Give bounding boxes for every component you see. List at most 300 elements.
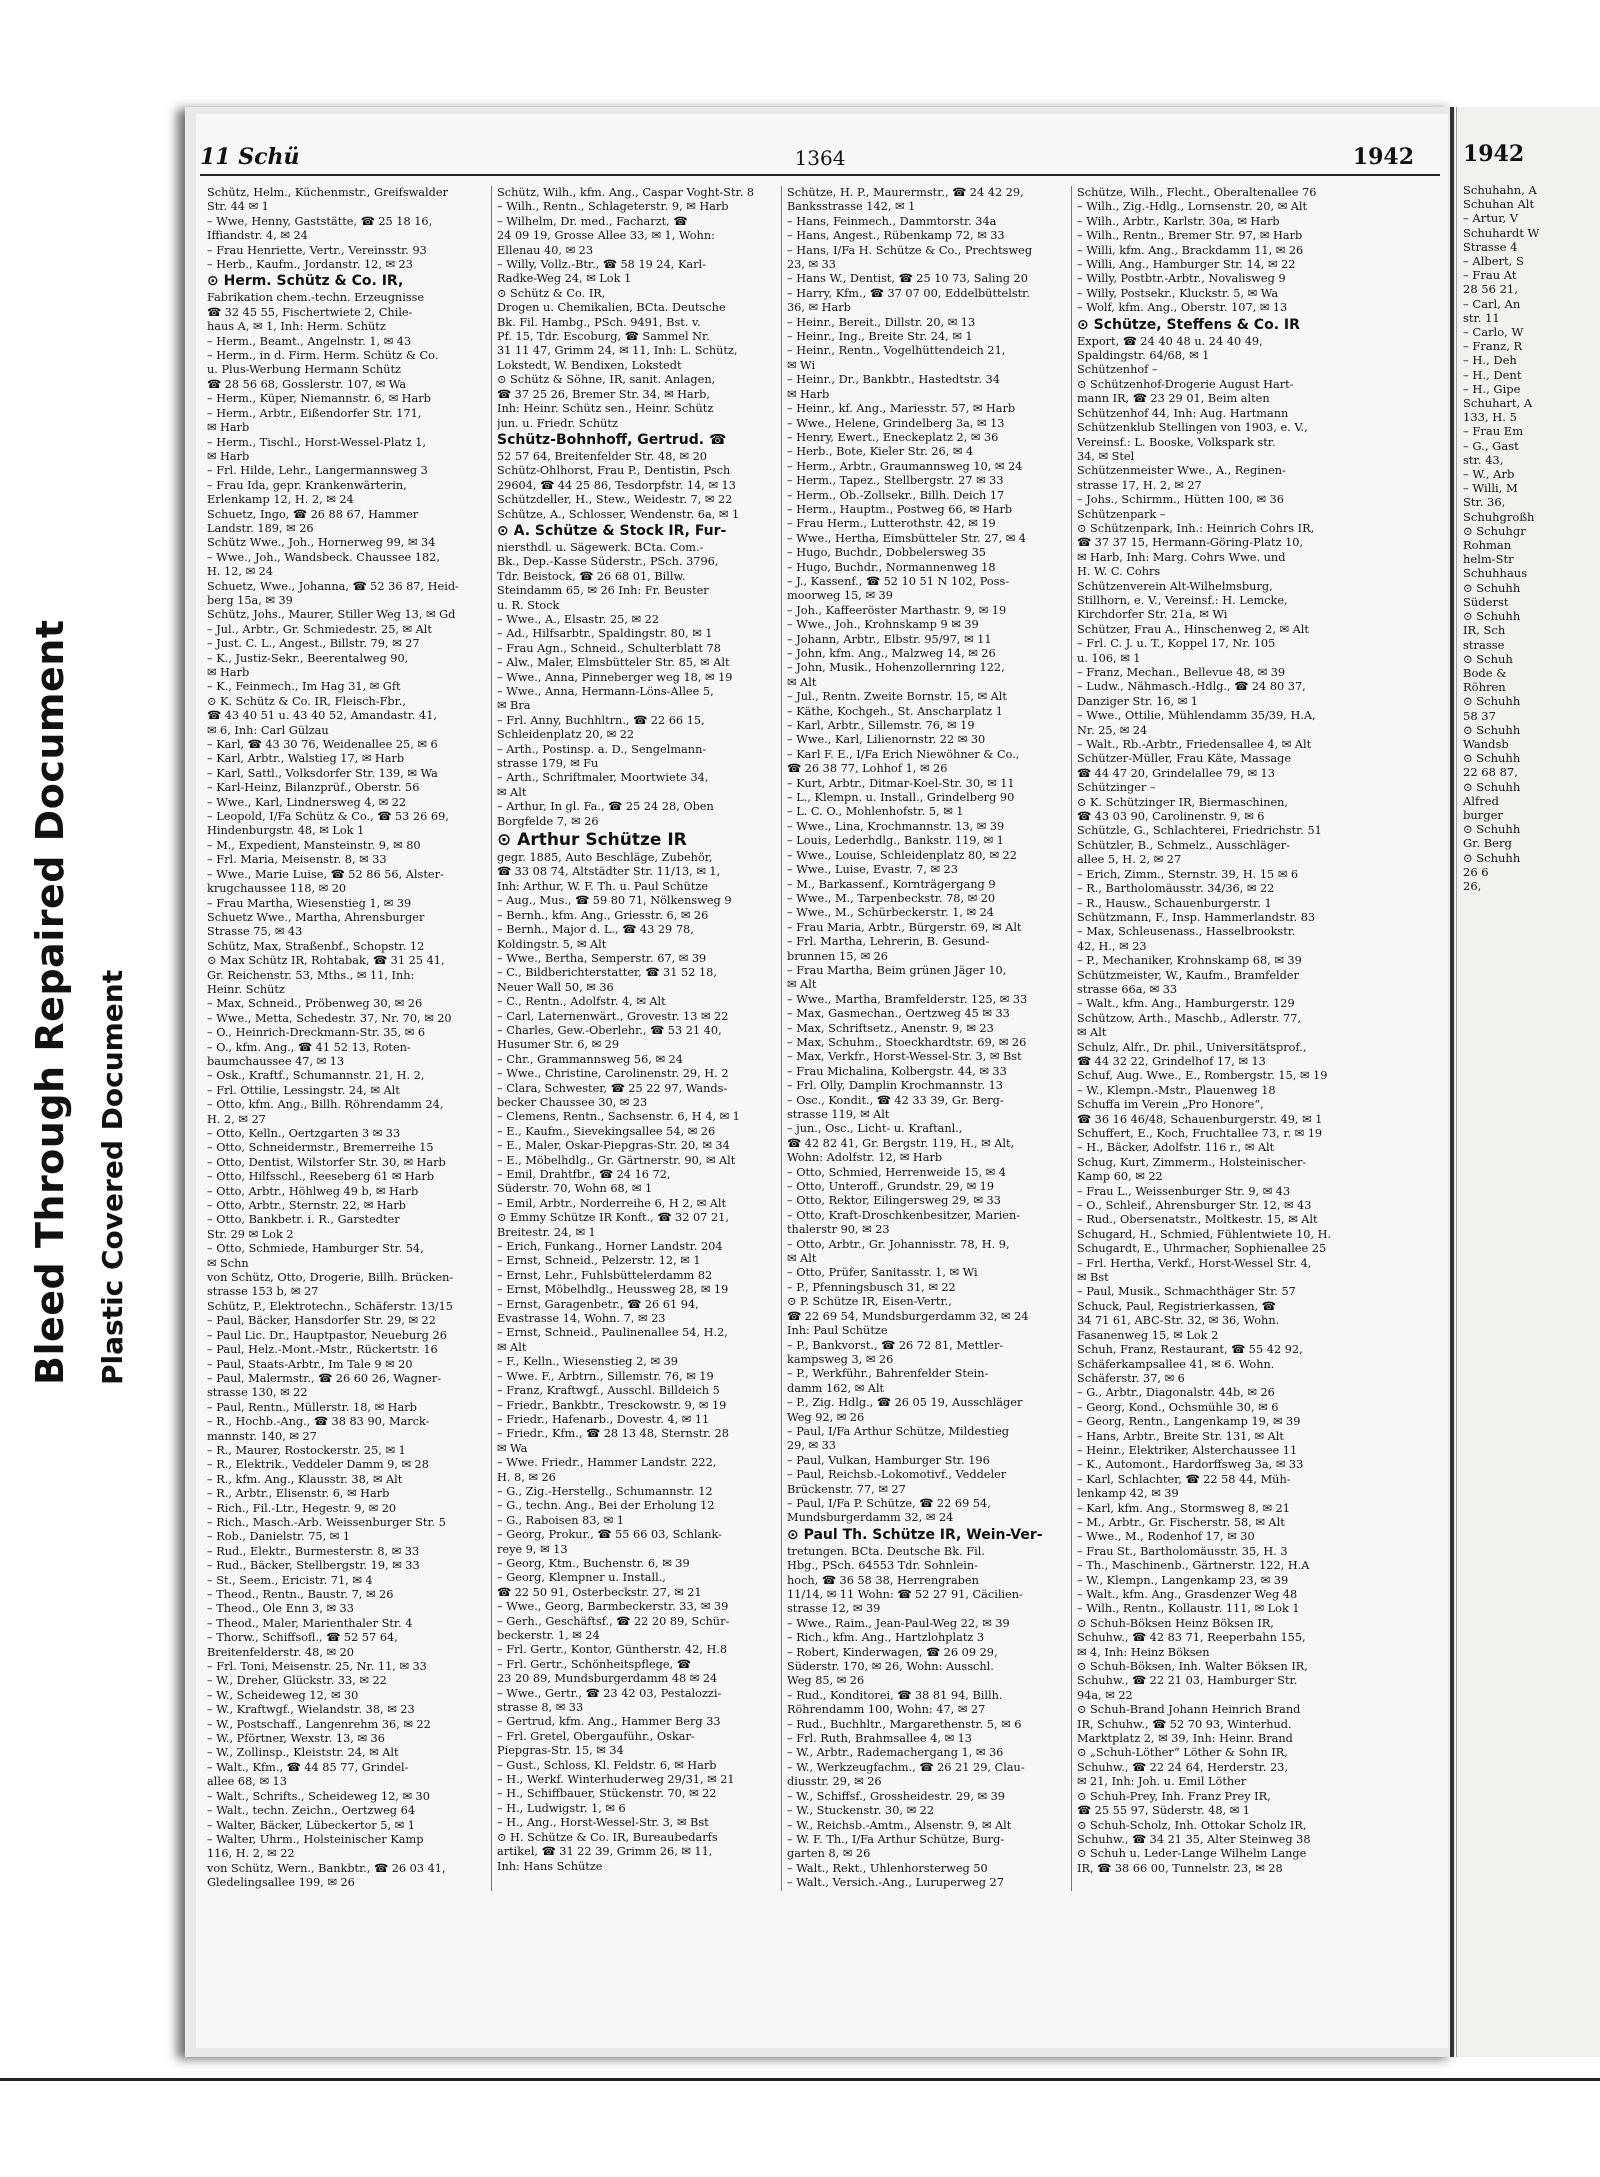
directory-entry-line: – Frl. Gretel, Obergauführ., Oskar-	[497, 1729, 695, 1743]
directory-entry-line: ⊙ A. Schütze & Stock IR, Fur-	[497, 522, 727, 539]
directory-entry-line: – Clemens, Rentn., Sachsenstr. 6, H 4, ✉ 1	[497, 1110, 740, 1124]
directory-entry-line: Schuhw., ☎ 42 83 71, Reeperbahn 155,	[1077, 1631, 1306, 1645]
directory-entry-line: – W., Klempn., Langenkamp 23, ✉ 39	[1077, 1573, 1289, 1587]
directory-entry-line: Neuer Wall 50, ✉ 36	[497, 980, 614, 994]
directory-entry-line: ⊙ Schuh-Prey, Inh. Franz Prey IR,	[1077, 1789, 1271, 1803]
directory-entry-line: mann IR, ☎ 23 29 01, Beim alten	[1077, 392, 1270, 406]
directory-entry-line: – Paul, I/Fa Arthur Schütze, Mildestieg	[787, 1424, 1009, 1438]
directory-entry-line: – Wwe., Hertha, Eimsbütteler Str. 27, ✉ 4	[787, 531, 1026, 545]
directory-entry-line: – R., Arbtr., Elisenstr. 6, ✉ Harb	[207, 1487, 390, 1501]
directory-entry-line: Stillhorn, e. V., Vereinsf.: H. Lemcke,	[1077, 593, 1288, 607]
directory-entry-line: – Max, Gasmechan., Oertzweg 45 ✉ 33	[787, 1007, 1010, 1021]
directory-entry-line: 29604, ☎ 44 25 86, Tesdorpfstr. 14, ✉ 13	[497, 478, 736, 492]
next-page-entry-line: – Artur, V	[1463, 211, 1519, 226]
directory-entry-line: – Wwe., Anna, Pinneberger weg 18, ✉ 19	[497, 670, 733, 684]
directory-entry-line: – Wilh., Arbtr., Karlstr. 30a, ✉ Harb	[1077, 214, 1280, 228]
directory-entry-line: – Wwe., Martha, Bramfelderstr. 125, ✉ 33	[787, 992, 1028, 1006]
overlay-labels	[0, 380, 180, 1480]
directory-entry-line: 42, H., ✉ 23	[1077, 939, 1147, 953]
directory-entry-line: Inh: Hans Schütze	[497, 1859, 603, 1873]
directory-entry-line: von Schütz, Otto, Drogerie, Billh. Brücken-	[207, 1271, 454, 1285]
directory-entry-line: – Theod., Maler, Marienthaler Str. 4	[207, 1616, 413, 1630]
directory-entry-line: ✉ Bra	[497, 699, 531, 713]
directory-entry-line: Str. 29 ✉ Lok 2	[207, 1227, 294, 1241]
directory-entry-line: – Frau Martha, Beim grünen Jäger 10,	[787, 963, 1007, 977]
directory-entry-line: 116, H. 2, ✉ 22	[207, 1847, 295, 1861]
directory-entry-line: – Herm., Küper, Niemannstr. 6, ✉ Harb	[207, 392, 431, 406]
directory-entry-line: Husumer Str. 6, ✉ 29	[497, 1038, 620, 1052]
directory-entry-line: ☎ 42 82 41, Gr. Bergstr. 119, H., ✉ Alt,	[787, 1136, 1015, 1150]
directory-entry-line: – Otto, Arbtr., Gr. Johannisstr. 78, H. 9,	[787, 1237, 1010, 1251]
directory-entry-line: – Wwe., Joh., Krohnskamp 9 ✉ 39	[787, 618, 979, 632]
directory-entry-line: – Ernst, Schneid., Pelzerstr. 12, ✉ 1	[497, 1254, 701, 1268]
directory-entry-line: – Frau Michalina, Kolbergstr. 44, ✉ 33	[787, 1064, 1007, 1078]
directory-entry-line: – Georg, Rentn., Langenkamp 19, ✉ 39	[1077, 1415, 1301, 1429]
directory-entry-line: Schleidenplatz 20, ✉ 22	[497, 728, 635, 742]
directory-entry-line: – Just. C. L., Angest., Billstr. 79, ✉ 27	[207, 637, 420, 651]
directory-entry-line: – Friedr., Kfm., ☎ 28 13 48, Sternstr. 28	[497, 1427, 729, 1441]
directory-entry-line: ☎ 36 16 46/48, Schauenburgerstr. 49, ✉ 1	[1077, 1112, 1323, 1126]
next-page-entry-line: – Willi, M	[1463, 481, 1518, 496]
directory-entry-line: ✉ Alt	[787, 675, 817, 689]
running-head: 11 Schü	[200, 144, 300, 170]
directory-entry-line: Schuhw., ☎ 22 21 03, Hamburger Str.	[1077, 1674, 1298, 1688]
directory-entry-line: ☎ 22 69 54, Mundsburgerdamm 32, ✉ 24	[787, 1309, 1029, 1323]
next-page-entry-line: 133, H. 5	[1463, 410, 1517, 425]
directory-entry-line: – Theod., Rentn., Baustr. 7, ✉ 26	[207, 1588, 394, 1601]
directory-entry-line: – Wwe., Metta, Schedestr. 37, Nr. 70, ✉ 20	[207, 1011, 452, 1025]
directory-entry-line: – Heinr., Dr., Bankbtr., Hastedtstr. 34	[787, 373, 1000, 387]
directory-entry-line: – Walt., kfm. Ang., Hamburgerstr. 129	[1077, 997, 1295, 1011]
directory-entry-line: – Leopold, I/Fa Schütz & Co., ☎ 53 26 69,	[207, 810, 449, 824]
directory-entry-line: ✉ Harb	[207, 421, 250, 435]
next-page-entry-line: ⊙ Schuhgr	[1463, 523, 1526, 538]
directory-entry-line: Bk. Fil. Hambg., PSch. 9491, Bst. v.	[497, 315, 701, 329]
directory-entry-line: ✉ Harb	[207, 666, 250, 679]
directory-entry-line: – P., Bankvorst., ☎ 26 72 81, Mettler-	[787, 1338, 1004, 1352]
directory-entry-line: – Rud., Obersenatstr., Moltkestr. 15, ✉ Alt	[1077, 1213, 1318, 1227]
directory-entry-line: – Wwe., Anna, Hermann-Löns-Allee 5,	[497, 685, 714, 698]
directory-entry-line: hoch, ☎ 36 58 38, Herrengraben	[787, 1573, 979, 1587]
directory-entry-line: – Carl, Laternenwärt., Grovestr. 13 ✉ 22	[497, 1009, 729, 1023]
directory-entry-line: strasse 8, ✉ 33	[497, 1701, 584, 1715]
directory-entry-line: ⊙ Paul Th. Schütze IR, Wein-Ver-	[787, 1526, 1043, 1543]
directory-entry-line: u. 106, ✉ 1	[1077, 651, 1141, 665]
directory-entry-line: – Ad., Hilfsarbtr., Spaldingstr. 80, ✉ 1	[497, 627, 713, 641]
directory-entry-line: ⊙ Schütze, Steffens & Co. IR	[1077, 316, 1300, 333]
directory-entry-line: ☎ 37 25 26, Bremer Str. 34, ✉ Harb,	[497, 387, 710, 401]
directory-entry-line: – Bernh., Major d. L., ☎ 43 29 78,	[497, 923, 694, 937]
directory-entry-line: ☎ 25 55 97, Süderstr. 48, ✉ 1	[1077, 1804, 1250, 1818]
directory-entry-line: reye 9, ✉ 13	[497, 1542, 568, 1556]
directory-entry-line: ✉ Harb	[207, 449, 250, 463]
directory-entry-line: – F., Kelln., Wiesenstieg 2, ✉ 39	[497, 1355, 678, 1369]
directory-entry-line: Lokstedt, W. Bendixen, Lokstedt	[497, 358, 682, 372]
directory-entry-line: – W., Arbtr., Rademachergang 1, ✉ 36	[787, 1746, 1004, 1760]
directory-entry-line: ☎ 22 50 91, Osterbeckstr. 27, ✉ 21	[497, 1585, 702, 1599]
directory-entry-line: – Wwe., A., Elsastr. 25, ✉ 22	[497, 612, 659, 626]
directory-entry-line: – Osc., Kondit., ☎ 42 33 39, Gr. Berg-	[787, 1093, 1004, 1107]
directory-entry-line: Hbg., PSch. 64553 Tdr. Sohnlein-	[787, 1559, 978, 1573]
directory-entry-line: – Willi, kfm. Ang., Brackdamm 11, ✉ 26	[1077, 243, 1304, 257]
directory-entry-line: – Max, Schneid., Pröbenweg 30, ✉ 26	[207, 997, 423, 1011]
directory-entry-line: IR, ☎ 38 66 00, Tunnelstr. 23, ✉ 28	[1077, 1861, 1283, 1875]
directory-entry-line: – Franz, Mechan., Bellevue 48, ✉ 39	[1077, 666, 1286, 679]
directory-entry-line: Export, ☎ 24 40 48 u. 24 40 49,	[1077, 334, 1263, 348]
directory-entry-line: Erlenkamp 12, H. 2, ✉ 24	[207, 493, 354, 507]
next-page-entry-line: Schuhahn, A	[1463, 183, 1537, 197]
next-page-entry-line: 22 68 87,	[1463, 765, 1518, 780]
directory-entry-line: 23 20 89, Mundsburgerdamm 48 ✉ 24	[497, 1672, 718, 1686]
page-header	[200, 144, 1440, 176]
directory-entry-line: Schütz, Max, Straßenbf., Schopstr. 12	[207, 939, 425, 953]
directory-entry-line: Strasse 75, ✉ 43	[207, 925, 303, 939]
directory-entry-line: – Paul, Malermstr., ☎ 26 60 26, Wagner-	[207, 1371, 442, 1385]
column-1	[202, 186, 492, 1891]
directory-entry-line: – Herm., Tischl., Horst-Wessel-Platz 1,	[207, 435, 427, 449]
directory-entry-line: haus A, ✉ 1, Inh: Herm. Schütz	[207, 320, 386, 334]
next-page-entry-line: str. 43,	[1463, 452, 1504, 467]
directory-entry-line: – Aug., Mus., ☎ 59 80 71, Nölkensweg 9	[497, 894, 732, 908]
directory-entry-line: – St., Seem., Ericistr. 71, ✉ 4	[207, 1573, 373, 1587]
directory-entry-line: damm 162, ✉ Alt	[787, 1381, 885, 1395]
directory-entry-line: niersthdl. u. Sägewerk. BCta. Com.-	[497, 540, 704, 554]
directory-entry-line: – Walter, Bäcker, Lübeckertor 5, ✉ 1	[207, 1818, 415, 1832]
directory-entry-line: ☎ 28 56 68, Gosslerstr. 107, ✉ Wa	[207, 377, 407, 391]
directory-entry-line: ⊙ Max Schütz IR, Rohtabak, ☎ 31 25 41,	[207, 954, 445, 968]
directory-entry-line: – Frl. Martha, Lehrerin, B. Gesund-	[787, 935, 990, 949]
directory-entry-line: – P., Mechaniker, Krohnskamp 68, ✉ 39	[1077, 954, 1302, 968]
directory-entry-line: – O., Schleif., Ahrensburger Str. 12, ✉ 43	[1077, 1199, 1312, 1213]
bleed-through-label: Bleed Through Repaired Document	[28, 619, 72, 1385]
directory-entry-line: – R., Bartholomäusstr. 34/36, ✉ 22	[1077, 882, 1275, 896]
directory-entry-line: – E., Maler, Oskar-Piepgras-Str. 20, ✉ 34	[497, 1139, 730, 1153]
directory-entry-line: – P., Zig. Hdlg., ☎ 26 05 19, Ausschläger	[787, 1396, 1023, 1410]
directory-entry-line: – Frl. Ottilie, Lessingstr. 24, ✉ Alt	[207, 1083, 400, 1097]
directory-entry-line: – Wwe, Henny, Gaststätte, ☎ 25 18 16,	[207, 214, 433, 228]
directory-entry-line: – Heinr., kf. Ang., Mariesstr. 57, ✉ Harb	[787, 402, 1016, 416]
directory-entry-line: – Otto, kfm. Ang., Billh. Röhrendamm 24,	[207, 1098, 444, 1112]
directory-entry-line: – M., Expedient, Mansteinstr. 9, ✉ 80	[207, 838, 421, 852]
directory-entry-line: – Harry, Kfm., ☎ 37 07 00, Eddelbüttelstr.	[787, 286, 1030, 300]
directory-entry-line: – Frau Henriette, Vertr., Vereinsstr. 93	[207, 243, 427, 257]
directory-entry-line: – Friedr., Bankbtr., Tresckowstr. 9, ✉ 19	[497, 1398, 727, 1412]
directory-entry-line: 11/14, ✉ 11 Wohn: ☎ 52 27 91, Cäcilien-	[787, 1588, 1023, 1601]
directory-entry-line: strasse 17, H. 2, ✉ 27	[1077, 478, 1202, 492]
directory-entry-line: – Wwe., Christine, Carolinenstr. 29, H. 2	[497, 1067, 729, 1081]
directory-entry-line: – R., Hochb.-Ang., ☎ 38 83 90, Marck-	[207, 1415, 430, 1429]
directory-entry-line: ☎ 37 37 15, Hermann-Göring-Platz 10,	[1077, 536, 1304, 550]
directory-entry-line: – Thorw., Schiffsofl., ☎ 52 57 64,	[207, 1631, 398, 1645]
directory-entry-line: Schützer, Frau A., Hinschenweg 2, ✉ Alt	[1077, 622, 1309, 636]
directory-entry-line: – Rich., Masch.-Arb. Weissenburger Str. 5	[207, 1515, 446, 1529]
directory-entry-line: – Otto, Unteroff., Grundstr. 29, ✉ 19	[787, 1180, 995, 1194]
directory-entry-line: – W., Stuckenstr. 30, ✉ 22	[787, 1804, 935, 1818]
directory-entry-line: Schützle, G., Schlachterei, Friedrichstr. 51	[1077, 824, 1322, 838]
next-page-entry-line: – H., Dent	[1463, 367, 1522, 382]
directory-entry-line: – E., Möbelhdlg., Gr. Gärtnerstr. 90, ✉ Alt	[497, 1153, 736, 1167]
next-page-entry-line: ⊙ Schuhh	[1463, 580, 1521, 595]
directory-entry-line: – W., Schiffsf., Grossheidestr. 29, ✉ 39	[787, 1789, 1005, 1803]
directory-entry-line: – W., Reichsb.-Amtm., Alsenstr. 9, ✉ Alt	[787, 1818, 1012, 1832]
directory-entry-line: – H., Werkf. Winterhuderweg 29/31, ✉ 21	[497, 1773, 735, 1787]
column-4	[1072, 186, 1362, 1891]
directory-entry-line: – Paul, Rentn., Müllerstr. 18, ✉ Harb	[207, 1400, 417, 1414]
directory-entry-line: – Rud., Buchhltr., Margarethenstr. 5, ✉ 6	[787, 1717, 1022, 1731]
directory-entry-line: – Bernh., kfm. Ang., Griesstr. 6, ✉ 26	[497, 908, 709, 922]
directory-entry-line: ✉ Alt	[497, 785, 527, 799]
directory-entry-line: – Herm., Ob.-Zollsekr., Billh. Deich 17	[787, 488, 1005, 502]
directory-entry-line: – Otto, Schmied, Herrenweide 15, ✉ 4	[787, 1165, 1006, 1179]
directory-entry-line: – Ernst, Möbelhdlg., Heussweg 28, ✉ 19	[497, 1283, 729, 1297]
directory-entry-line: Tdr. Beistock, ☎ 26 68 01, Billw.	[497, 569, 686, 583]
directory-entry-line: – Ernst, Lehr., Fuhlsbüttelerdamm 82	[497, 1268, 713, 1282]
directory-entry-line: – Wwe., Lina, Krochmannstr. 13, ✉ 39	[787, 819, 1005, 833]
directory-entry-line: u. R. Stock	[497, 598, 560, 612]
directory-entry-line: Schützenhof 44, Inh: Aug. Hartmann	[1077, 406, 1289, 420]
next-page-entry-line: – Carlo, W	[1463, 325, 1524, 340]
directory-entry-line: kampsweg 3, ✉ 26	[787, 1352, 894, 1366]
directory-entry-line: Heinr. Schütz	[207, 982, 285, 996]
directory-entry-line: lenkamp 42, ✉ 39	[1077, 1487, 1179, 1501]
directory-entry-line: – Jul., Rentn. Zweite Bornstr. 15, ✉ Alt	[787, 690, 1007, 704]
directory-entry-line: – W., Kraftwgf., Wielandstr. 38, ✉ 23	[207, 1703, 415, 1717]
directory-entry-line: Wohn: Adolfstr. 12, ✉ Harb	[787, 1151, 943, 1165]
directory-entry-line: Weg 85, ✉ 26	[787, 1674, 865, 1688]
directory-entry-line: – Joh., Kaffeeröster Marthastr. 9, ✉ 19	[787, 603, 1007, 617]
directory-entry-line: – Paul, Helz.-Mont.-Mstr., Rückertstr. 16	[207, 1343, 438, 1357]
directory-entry-line: – W., Zollinsp., Kleiststr. 24, ✉ Alt	[207, 1746, 399, 1760]
directory-entry-line: baumchaussee 47, ✉ 13	[207, 1054, 345, 1068]
directory-entry-line: Schulz, Alfr., Dr. phil., Universitätsprof.,	[1077, 1040, 1307, 1054]
directory-entry-line: Gledelingsallee 199, ✉ 26	[207, 1876, 355, 1890]
directory-entry-line: Schäferstr. 37, ✉ 6	[1077, 1371, 1185, 1385]
directory-entry-line: – Erich, Zimm., Sternstr. 39, H. 15 ✉ 6	[1077, 867, 1299, 881]
directory-entry-line: – Wolf, kfm. Ang., Oberstr. 107, ✉ 13	[1077, 301, 1288, 315]
directory-entry-line: garten 8, ✉ 26	[787, 1847, 871, 1861]
directory-entry-line: – Frau Herm., Lutterothstr. 42, ✉ 19	[787, 517, 996, 531]
directory-entry-line: – W., Dreher, Glückstr. 33, ✉ 22	[207, 1674, 387, 1688]
next-page-entry-line: – H., Deh	[1463, 353, 1517, 368]
directory-entry-line: – Rud., Elektr., Burmesterstr. 8, ✉ 33	[207, 1544, 420, 1558]
directory-entry-line: Hindenburgstr. 48, ✉ Lok 1	[207, 824, 365, 838]
directory-entry-line: Schugardt, E., Uhrmacher, Sophienallee 25	[1077, 1242, 1327, 1256]
directory-entry-line: – O., Heinrich-Dreckmann-Str. 35, ✉ 6	[207, 1026, 426, 1040]
directory-entry-line: 34, ✉ Stel	[1077, 449, 1135, 463]
directory-entry-line: Schäferkampsallee 41, ✉ 6. Wohn.	[1077, 1357, 1275, 1371]
directory-entry-line: – G., Arbtr., Diagonalstr. 44b, ✉ 26	[1077, 1386, 1275, 1400]
directory-entry-line: – H., Schiffbauer, Stückenstr. 70, ✉ 22	[497, 1787, 717, 1801]
next-page-entry-line: Bode &	[1463, 665, 1507, 680]
directory-entry-line: – Herm., in d. Firm. Herm. Schütz & Co.	[207, 349, 439, 363]
directory-entry-line: – Frl. Hilde, Lehr., Langermannsweg 3	[207, 464, 428, 478]
directory-entry-line: – C., Bildberichterstatter, ☎ 31 52 18,	[497, 966, 717, 980]
next-page-entry-line: – G., Gast	[1463, 438, 1519, 453]
directory-entry-line: – W., Klempn.-Mstr., Plauenweg 18	[1077, 1083, 1276, 1097]
directory-entry-line: Breitestr. 24, ✉ 1	[497, 1225, 596, 1239]
directory-entry-line: – Hans, I/Fa H. Schütze & Co., Prechtsweg	[787, 243, 1033, 257]
directory-entry-line: Schützow, Arth., Maschb., Adlerstr. 77,	[1077, 1011, 1302, 1025]
directory-entry-line: – Wwe., M., Rodenhof 17, ✉ 30	[1077, 1530, 1255, 1544]
directory-entry-line: Schütz, P., Elektrotechn., Schäferstr. 13/15	[207, 1299, 453, 1313]
directory-entry-line: – K., Automont., Hardorffsweg 3a, ✉ 33	[1077, 1458, 1304, 1472]
directory-entry-line: Gr. Reichenstr. 53, Mths., ✉ 11, Inh:	[207, 968, 415, 982]
directory-entry-line: ⊙ Arthur Schütze IR	[497, 830, 687, 851]
directory-entry-line: Inh: Heinr. Schütz sen., Heinr. Schütz	[497, 402, 714, 416]
directory-entry-line: – Frl. Hertha, Verkf., Horst-Wessel Str. 4,	[1077, 1256, 1312, 1270]
directory-entry-line: u. Plus-Werbung Hermann Schütz	[207, 363, 401, 377]
directory-entry-line: 34 71 61, ABC-Str. 32, ✉ 36, Wohn.	[1077, 1314, 1280, 1328]
directory-entry-line: ⊙ „Schuh-Löther“ Löther & Sohn IR,	[1077, 1746, 1288, 1760]
directory-entry-line: – Heinr., Rentn., Vogelhüttendeich 21,	[787, 344, 1006, 358]
directory-entry-line: – Willy, Postbtr.-Arbtr., Novalisweg 9	[1077, 272, 1286, 286]
directory-entry-line: Radke-Weg 24, ✉ Lok 1	[497, 272, 632, 286]
directory-entry-line: – Otto, Schmiede, Hamburger Str. 54,	[207, 1242, 424, 1256]
directory-entry-line: – Chr., Grammannsweg 56, ✉ 24	[497, 1052, 683, 1066]
directory-entry-line: – Wwe., Marie Luise, ☎ 52 86 56, Alster-	[207, 867, 444, 881]
directory-entry-line: – Osk., Kraftf., Schumannstr. 21, H. 2,	[207, 1069, 425, 1083]
directory-entry-line: H. W. C. Cohrs	[1077, 565, 1161, 579]
directory-entry-line: Süderstr. 70, Wohn 68, ✉ 1	[497, 1182, 653, 1196]
directory-entry-line: Fabrikation chem.-techn. Erzeugnisse	[207, 291, 425, 305]
directory-entry-line: – Max, Schuhm., Stoeckhardtstr. 69, ✉ 26	[787, 1035, 1027, 1049]
directory-entry-line: strasse 66a, ✉ 33	[1077, 982, 1178, 996]
next-page-entry-line: ⊙ Schuh	[1463, 651, 1513, 666]
directory-entry-line: – Georg, Klempner u. Install.,	[497, 1571, 666, 1585]
directory-entry-line: – John, kfm. Ang., Malzweg 14, ✉ 26	[787, 647, 996, 660]
directory-entry-line: – Wwe., Bertha, Semperstr. 67, ✉ 39	[497, 951, 707, 965]
directory-entry-line: – Herb., Kaufm., Jordanstr. 12, ✉ 23	[207, 258, 413, 272]
directory-entry-line: – Paul, Staats-Arbtr., Im Tale 9 ✉ 20	[207, 1357, 413, 1371]
directory-entry-line: Schütz, Johs., Maurer, Stiller Weg 13, ✉ Gd	[207, 608, 456, 622]
directory-entry-line: – Hans W., Dentist, ☎ 25 10 73, Saling 20	[787, 272, 1028, 286]
directory-entry-line: – Herm., Hauptm., Postweg 66, ✉ Harb	[787, 502, 1013, 516]
page-year: 1942	[1352, 144, 1414, 170]
directory-entry-line: – Heinr., Ing., Breite Str. 24, ✉ 1	[787, 330, 973, 344]
directory-entry-line: – Frau Agn., Schneid., Schulterblatt 78	[497, 641, 721, 655]
next-page-lines	[1463, 183, 1600, 893]
next-page-entry-line: ⊙ Schuhh	[1463, 751, 1521, 766]
directory-entry-line: – R., Elektrik., Veddeler Damm 9, ✉ 28	[207, 1458, 429, 1472]
directory-entry-line: ⊙ Schützenpark, Inh.: Heinrich Cohrs IR,	[1077, 521, 1315, 535]
directory-entry-line: – Paul, Reichsb.-Lokomotivf., Veddeler	[787, 1468, 1007, 1482]
directory-entry-line: – Karl, Schlachter, ☎ 22 58 44, Müh-	[1077, 1472, 1291, 1486]
directory-entry-line: – G., Raboisen 83, ✉ 1	[497, 1513, 624, 1527]
directory-entry-line: ☎ 44 32 22, Grindelhof 17, ✉ 13	[1077, 1054, 1266, 1068]
directory-entry-line: – Arth., Schriftmaler, Moortwiete 34,	[497, 771, 709, 785]
directory-entry-line: – Otto, Schneidermstr., Bremerreihe 15	[207, 1141, 434, 1155]
directory-entry-line: ✉ 6, Inh: Carl Gülzau	[207, 723, 329, 737]
directory-entry-line: – J., Kassenf., ☎ 52 10 51 N 102, Poss-	[787, 574, 1010, 588]
directory-entry-line: – L. C. O., Mohlenhofstr. 5, ✉ 1	[787, 805, 964, 819]
directory-entry-line: – Emil, Drahtfbr., ☎ 24 16 72,	[497, 1168, 671, 1181]
directory-entry-line: H. 2, ✉ 27	[207, 1112, 266, 1126]
directory-entry-line: – Rud., Konditorei, ☎ 38 81 94, Billh.	[787, 1688, 1003, 1702]
directory-entry-line: – Frl. Toni, Meisenstr. 25, Nr. 11, ✉ 33	[207, 1660, 427, 1674]
next-page-entry-line: 26,	[1463, 878, 1482, 893]
directory-entry-line: – Herm., Beamt., Angelnstr. 1, ✉ 43	[207, 334, 412, 348]
next-page-entry-line: – H., Gipe	[1463, 381, 1521, 396]
directory-entry-line: Schuffa im Verein „Pro Honore“,	[1077, 1098, 1264, 1112]
directory-entry-line: – Heinr., Elektriker, Alsterchaussee 11	[1077, 1443, 1298, 1457]
next-page-entry-line: IR, Sch	[1463, 623, 1506, 638]
directory-entry-line: ✉ Alt	[787, 1252, 817, 1266]
directory-entry-line: Schütz Wwe., Joh., Hornerweg 99, ✉ 34	[207, 536, 436, 550]
directory-entry-line: – P., Pfenningsbusch 31, ✉ 22	[787, 1280, 956, 1294]
directory-entry-line: Schützmeister, W., Kaufm., Bramfelder	[1077, 968, 1299, 982]
directory-entry-line: ⊙ P. Schütze IR, Eisen-Vertr.,	[787, 1295, 952, 1309]
directory-entry-line: – Paul Lic. Dr., Hauptpastor, Neueburg 26	[207, 1328, 447, 1342]
column-3	[782, 186, 1072, 1891]
directory-entry-line: – H., Ludwigstr. 1, ✉ 6	[497, 1801, 626, 1815]
directory-entry-line: – Otto, Hilfsschl., Reeseberg 61 ✉ Harb	[207, 1170, 435, 1184]
directory-entry-line: Röhrendamm 100, Wohn: 47, ✉ 27	[787, 1703, 986, 1717]
directory-entry-line: – Th., Maschinenb., Gärtnerstr. 122, H.A	[1077, 1559, 1310, 1573]
directory-entry-line: – Rud., Bäcker, Stellbergstr. 19, ✉ 33	[207, 1559, 420, 1573]
directory-entry-line: – Kurt, Arbtr., Ditmar-Koel-Str. 30, ✉ 11	[787, 776, 1015, 790]
directory-entry-line: Mundsburgerdamm 32, ✉ 24	[787, 1511, 954, 1525]
directory-entry-line: – Wwe., Ottilie, Mühlendamm 35/39, H.A,	[1077, 709, 1316, 723]
directory-entry-line: – Gerh., Geschäftsf., ☎ 22 20 89, Schür-	[497, 1614, 730, 1628]
directory-entry-line: ✉ Bst	[1077, 1271, 1109, 1285]
directory-entry-line: allee 5, H. 2, ✉ 27	[1077, 853, 1182, 867]
directory-entry-line: 52 57 64, Breitenfelder Str. 48, ✉ 20	[497, 449, 707, 463]
directory-entry-line: Kirchdorfer Str. 21a, ✉ Wi	[1077, 608, 1228, 622]
directory-entry-line: Banksstrasse 142, ✉ 1	[787, 200, 916, 214]
directory-entry-line: – Walt., Schrifts., Scheideweg 12, ✉ 30	[207, 1789, 430, 1803]
directory-entry-line: – Frau L., Weissenburger Str. 9, ✉ 43	[1077, 1184, 1291, 1198]
next-page-entry-line: ⊙ Schuhh	[1463, 722, 1521, 737]
directory-entry-line: – Gertrud, kfm. Ang., Hammer Berg 33	[497, 1715, 721, 1729]
directory-entry-line: Bk., Dep.-Kasse Süderstr., PSch. 3796,	[497, 555, 719, 569]
directory-entry-line: ✉ 21, Inh: Joh. u. Emil Löther	[1077, 1775, 1247, 1789]
directory-entry-line: – Erich, Funkang., Horner Landstr. 204	[497, 1240, 723, 1254]
directory-entry-line: – Frl. C. J. u. T., Koppel 17, Nr. 105	[1077, 637, 1276, 651]
next-page-entry-line: burger	[1463, 807, 1503, 822]
directory-entry-line: – Wwe., Georg, Barmbeckerstr. 33, ✉ 39	[497, 1600, 729, 1614]
directory-entry-line: Schuhw., ☎ 22 24 64, Herderstr. 23,	[1077, 1760, 1289, 1774]
next-page-entry-line: Strasse 4	[1463, 239, 1518, 254]
next-page-year: 1942	[1463, 141, 1525, 167]
directory-entry-line: Schützenmeister Wwe., A., Reginen-	[1077, 464, 1286, 478]
directory-entry-line: – Walt., Kfm., ☎ 44 85 77, Grindel-	[207, 1760, 409, 1774]
directory-entry-line: mannstr. 140, ✉ 27	[207, 1429, 317, 1443]
directory-entry-line: Brückenstr. 77, ✉ 27	[787, 1482, 906, 1496]
next-page-entry-line: 28 56 21,	[1463, 282, 1518, 297]
directory-entry-line: Piepgras-Str. 15, ✉ 34	[497, 1744, 624, 1758]
directory-entry-line: – Wwe., Louise, Schleidenplatz 80, ✉ 22	[787, 848, 1017, 862]
directory-entry-line: ⊙ K. Schütz & Co. IR, Fleisch-Fbr.,	[207, 694, 406, 708]
directory-entry-line: – Hans, Arbtr., Breite Str. 131, ✉ Alt	[1077, 1429, 1284, 1443]
directory-entry-line: – Jul., Arbtr., Gr. Schmiedestr. 25, ✉ Alt	[207, 622, 432, 636]
directory-entry-line: tretungen. BCta. Deutsche Bk. Fil.	[787, 1544, 985, 1558]
directory-entry-line: – Frl. Maria, Meisenstr. 8, ✉ 33	[207, 853, 387, 867]
directory-entry-line: Schugard, H., Schmied, Fühlentwiete 10, H.	[1077, 1227, 1332, 1241]
directory-entry-line: Evastrasse 14, Wohn. 7, ✉ 23	[497, 1312, 666, 1326]
directory-entry-line: Schuetz Wwe., Martha, Ahrensburger	[207, 910, 425, 924]
next-page-entry-line: – Carl, An	[1463, 296, 1521, 311]
directory-entry-line: strasse 179, ✉ Fu	[497, 757, 599, 771]
directory-entry-line: ✉ Wa	[497, 1441, 528, 1455]
directory-entry-line: – Wilh., Rentn., Bremer Str. 97, ✉ Harb	[1077, 229, 1303, 243]
directory-entry-line: strasse 12, ✉ 39	[787, 1602, 881, 1616]
directory-entry-line: Steindamm 65, ✉ 26 Inh: Fr. Beuster	[497, 584, 709, 598]
directory-entry-line: – Otto, Arbtr., Sternstr. 22, ✉ Harb	[207, 1199, 406, 1213]
directory-entry-line: – H., Bäcker, Adolfstr. 116 r., ✉ Alt	[1077, 1141, 1275, 1155]
directory-entry-line: ⊙ K. Schützinger IR, Biermaschinen,	[1077, 795, 1289, 809]
directory-entry-line: – Wilh., Rentn., Schlageterstr. 9, ✉ Harb	[497, 200, 729, 214]
book-gutter	[1450, 107, 1454, 2057]
